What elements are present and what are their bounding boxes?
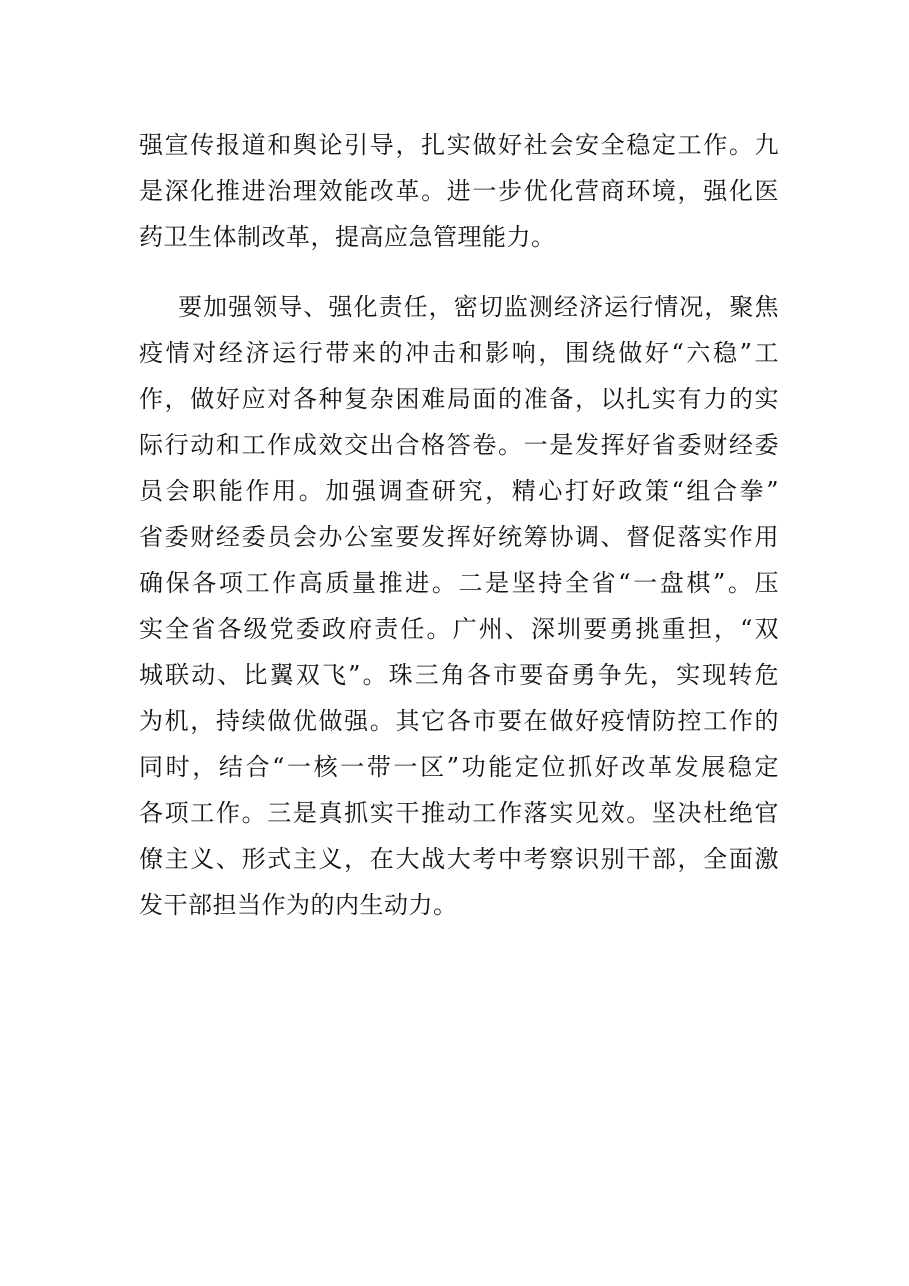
paragraph-2-line-13: 僚主义、形式主义，在大战大考中考察识别干部，全面激 [139,845,779,873]
paragraph-2-line-12: 各项工作。三是真抓实干推动工作落实见效。坚决杜绝官 [139,799,779,827]
paragraph-1-line-3: 药卫生体制改革，提高应急管理能力。 [139,223,556,251]
paragraph-2-line-8: 实全省各级党委政府责任。广州、深圳要勇挑重担，“双 [139,615,779,643]
paragraph-1-line-2: 是深化推进治理效能改革。进一步优化营商环境，强化医 [139,177,779,205]
paragraph-2-line-2: 疫情对经济运行带来的冲击和影响，围绕做好“六稳”工 [139,339,779,367]
paragraph-2-line-5: 员会职能作用。加强调查研究，精心打好政策“组合拳” [139,477,779,505]
paragraph-2-line-14: 发干部担当作为的内生动力。 [139,891,458,919]
paragraph-2-line-6: 省委财经委员会办公室要发挥好统筹协调、督促落实作用 [139,523,779,551]
paragraph-2-line-7: 确保各项工作高质量推进。二是坚持全省“一盘棋”。压 [139,569,779,597]
paragraph-2-line-4: 际行动和工作成效交出合格答卷。一是发挥好省委财经委 [139,431,779,459]
paragraph-2-line-1: 要加强领导、强化责任，密切监测经济运行情况，聚焦 [178,293,779,321]
paragraph-2-line-11: 同时，结合“一核一带一区”功能定位抓好改革发展稳定 [139,753,779,781]
paragraph-2-line-3: 作，做好应对各种复杂困难局面的准备，以扎实有力的实 [139,385,779,413]
paragraph-2-line-10: 为机，持续做优做强。其它各市要在做好疫情防控工作的 [139,707,779,735]
paragraph-2-line-9: 城联动、比翼双飞”。珠三角各市要奋勇争先，实现转危 [139,661,779,689]
paragraph-1-line-1: 强宣传报道和舆论引导，扎实做好社会安全稳定工作。九 [139,131,779,159]
